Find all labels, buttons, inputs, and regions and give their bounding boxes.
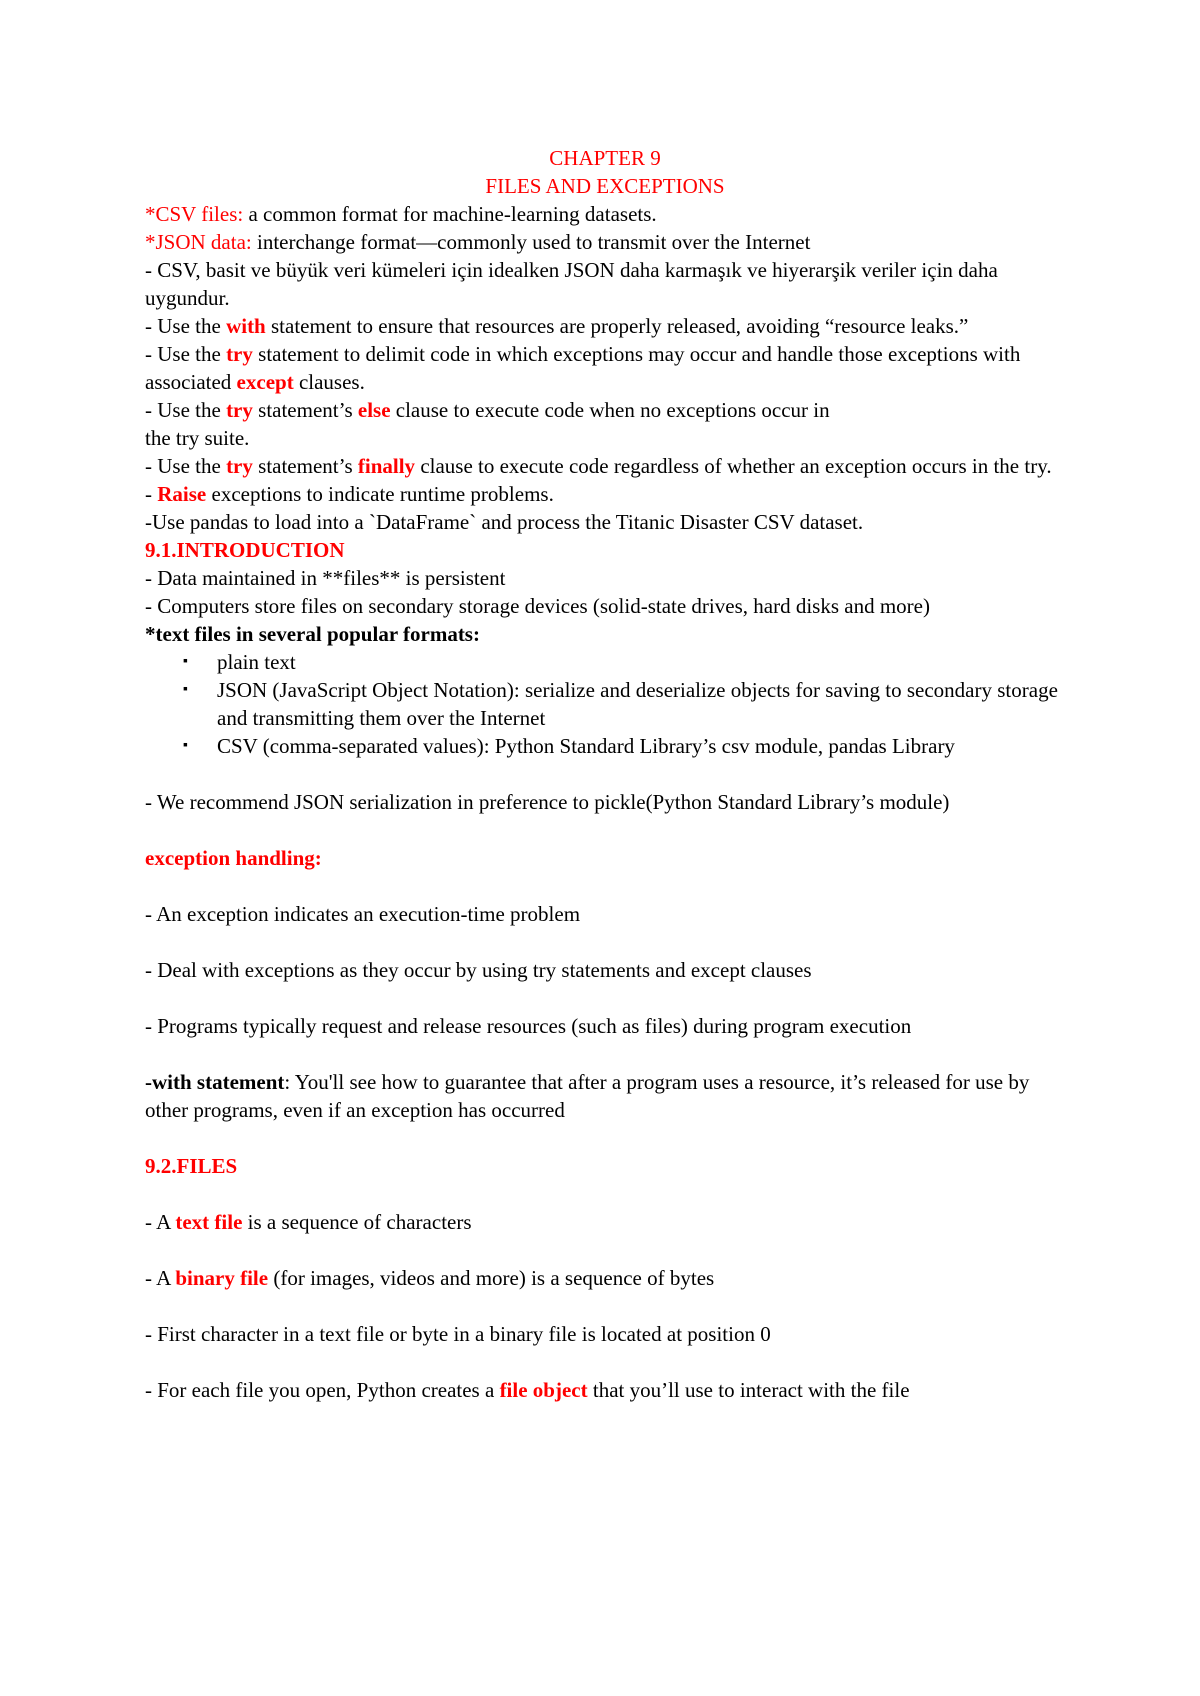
position-zero-line: - First character in a text file or byte in a binary file is located at position 0 <box>145 1322 771 1346</box>
bullet-icon: ▪ <box>183 654 188 669</box>
keyword-text-file: text file <box>175 1210 243 1234</box>
list-item: ▪ plain text <box>183 650 296 674</box>
section-heading-files: 9.2.FILES <box>145 1154 238 1178</box>
persistent-data-line: - Data maintained in **files** is persistent <box>145 566 506 590</box>
keyword-try: try <box>226 454 253 478</box>
text-file-line: - A text file is a sequence of characters <box>145 1210 472 1234</box>
keyword-with: with <box>226 314 266 338</box>
list-item: ▪ JSON (JavaScript Object Notation): serialize and deserialize objects for saving to secondary storage and transmitting them over the Internet <box>183 678 1058 730</box>
keyword-except: except <box>236 370 294 394</box>
storage-devices-line: - Computers store files on secondary storage devices (solid-state drives, hard disks and more) <box>145 594 930 618</box>
keyword-file-object: file object <box>499 1378 588 1402</box>
with-statement-label: -with statement <box>145 1070 285 1094</box>
json-recommendation: - We recommend JSON serialization in preference to pickle(Python Standard Library’s module) <box>145 790 950 814</box>
json-label: *JSON data: <box>145 230 252 254</box>
formats-heading: *text files in several popular formats: <box>145 622 480 646</box>
csv-text: a common format for machine-learning datasets. <box>243 202 657 226</box>
bullet-icon: ▪ <box>183 682 188 697</box>
keyword-binary-file: binary file <box>175 1266 269 1290</box>
resources-line: - Programs typically request and release resources (such as files) during program execution <box>145 1014 912 1038</box>
json-text: interchange format—commonly used to transmit over the Internet <box>251 230 811 254</box>
finally-clause-note: - Use the try statement’s finally clause to execute code regardless of whether an exception occurs in the try. <box>145 454 1052 478</box>
chapter-title: FILES AND EXCEPTIONS <box>485 174 725 198</box>
section-heading-exception-handling: exception handling: <box>145 846 322 870</box>
list-item: ▪ CSV (comma-separated values): Python Standard Library’s csv module, pandas Library <box>183 734 955 758</box>
json-definition <box>145 228 1065 256</box>
formats-list <box>145 648 1065 760</box>
with-statement-explanation: -with statement: You'll see how to guarantee that after a program uses a resource, it’s released for use by other programs, even if an exception has occurred <box>145 1070 1030 1122</box>
csv-label: *CSV files: <box>145 202 244 226</box>
document-page <box>145 144 1065 1404</box>
keyword-try: try <box>226 398 253 422</box>
deal-with-exceptions-line: - Deal with exceptions as they occur by using try statements and except clauses <box>145 958 812 982</box>
keyword-try: try <box>226 342 253 366</box>
raise-note: - Raise exceptions to indicate runtime problems. <box>145 482 554 506</box>
keyword-else: else <box>357 398 391 422</box>
section-heading-introduction: 9.1.INTRODUCTION <box>145 538 345 562</box>
binary-file-line: - A binary file (for images, videos and more) is a sequence of bytes <box>145 1266 715 1290</box>
file-object-line: - For each file you open, Python creates a file object that you’ll use to interact with the file <box>145 1378 910 1402</box>
csv-definition <box>145 200 1065 228</box>
try-statement-note: - Use the try statement to delimit code in which exceptions may occur and handle those exceptions with associated except clauses. <box>145 342 1021 394</box>
else-clause-note: - Use the try statement’s else clause to execute code when no exceptions occur in the try suite. <box>145 398 830 450</box>
chapter-number: CHAPTER 9 <box>549 146 661 170</box>
bullet-icon: ▪ <box>183 738 188 753</box>
turkish-note: - CSV, basit ve büyük veri kümeleri için idealken JSON daha karmaşık ve hiyerarşik veriler için daha uygundur. <box>145 258 998 310</box>
pandas-note: -Use pandas to load into a `DataFrame` and process the Titanic Disaster CSV dataset. <box>145 510 864 534</box>
keyword-raise: Raise <box>157 482 207 506</box>
exception-definition: - An exception indicates an execution-time problem <box>145 902 581 926</box>
with-statement-note: - Use the with statement to ensure that resources are properly released, avoiding “resource leaks.” <box>145 314 969 338</box>
keyword-finally: finally <box>357 454 416 478</box>
